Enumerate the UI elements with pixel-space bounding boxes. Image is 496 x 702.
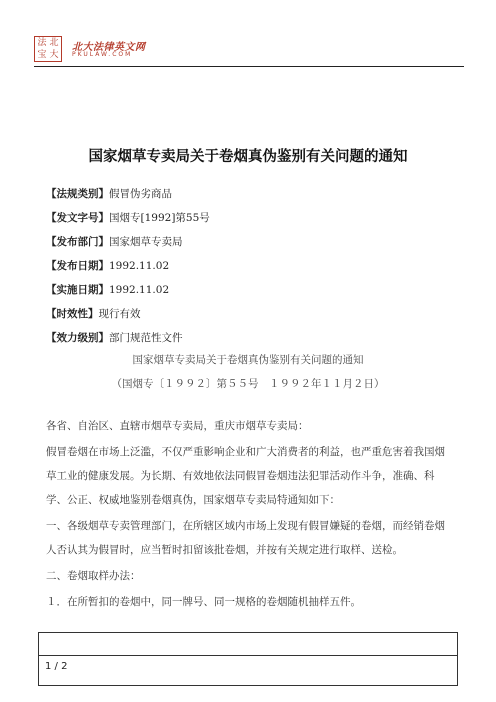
document-subtitle: 国家烟草专卖局关于卷烟真伪鉴别有关问题的通知 <box>132 354 364 366</box>
meta-row <box>46 210 210 225</box>
paragraph-line: 人否认其为假冒时，应当暂时扣留该批卷烟，并按有关规定进行取样、送检。 <box>46 544 403 556</box>
logo-char: 大 <box>49 49 59 60</box>
meta-value: 1992.11.02 <box>109 284 170 296</box>
meta-value: 1992.11.02 <box>109 260 170 272</box>
header-divider <box>34 66 464 67</box>
meta-value: 现行有效 <box>98 308 141 320</box>
meta-key: 【实施日期】 <box>46 284 109 296</box>
meta-row <box>46 282 169 297</box>
meta-value: 国家烟草专卖局 <box>109 236 183 248</box>
page-number: 1 / 2 <box>45 661 68 672</box>
meta-key: 【效力级别】 <box>46 332 109 344</box>
document-title: 国家烟草专卖局关于卷烟真伪鉴别有关问题的通知 <box>88 149 408 165</box>
meta-row <box>46 306 141 321</box>
meta-key: 【发文字号】 <box>46 212 109 224</box>
logo-char: 宝 <box>37 49 47 60</box>
site-header <box>34 36 464 72</box>
recipients: 各省、自治区、直辖市烟草专卖局，重庆市烟草专卖局： <box>46 420 309 432</box>
logo-char: 北 <box>49 37 59 48</box>
paragraph-line: 一、各级烟草专卖管理部门，在所辖区域内市场上发现有假冒嫌疑的卷烟，而经销卷烟 <box>46 520 445 532</box>
paragraph-line: 二、卷烟取样办法： <box>46 570 141 582</box>
meta-row <box>46 258 169 273</box>
paragraph-line: 草工业的健康发展。为长期、有效地依法同假冒卷烟违法犯罪活动作斗争，准确、科 <box>46 470 435 482</box>
meta-key: 【发布日期】 <box>46 260 109 272</box>
brand-name: 北大法律英文网 <box>72 42 146 53</box>
document-number: （国烟专〔１９９２〕第５５号 １９９２年１１月２日） <box>111 378 385 390</box>
meta-row <box>46 330 183 345</box>
meta-key: 【发布部门】 <box>46 236 109 248</box>
meta-row <box>46 186 172 201</box>
meta-key: 【时效性】 <box>46 308 99 320</box>
meta-value: 部门规范性文件 <box>109 332 183 344</box>
brand-site: PKULAW.COM <box>72 51 133 58</box>
paragraph-line: 学、公正、权威地鉴别卷烟真伪，国家烟草专卖局特通知如下： <box>46 494 340 506</box>
paragraph-line: 假冒卷烟在市场上泛滥，不仅严重影响企业和广大消费者的利益，也严重危害着我国烟 <box>46 446 445 458</box>
meta-value: 假冒伪劣商品 <box>109 188 172 200</box>
paragraph-line: １．在所暂扣的卷烟中，同一牌号、同一规格的卷烟随机抽样五件。 <box>46 596 361 608</box>
meta-key: 【法规类别】 <box>46 188 109 200</box>
pkulaw-logo-seal <box>34 36 62 62</box>
meta-row <box>46 234 183 249</box>
page-footer <box>38 632 458 686</box>
meta-value: 国烟专[1992]第55号 <box>109 212 210 224</box>
logo-char: 法 <box>37 37 47 48</box>
footer-divider <box>39 655 457 656</box>
